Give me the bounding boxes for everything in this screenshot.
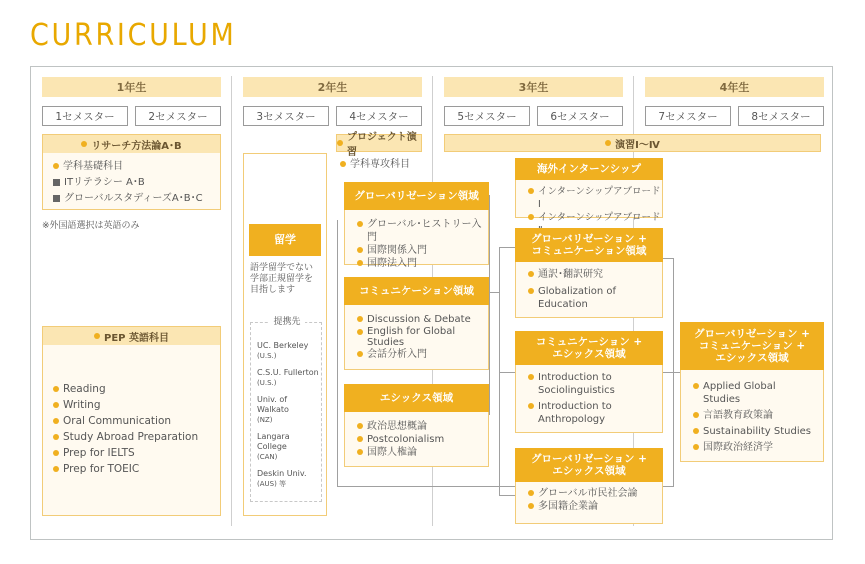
bullet-icon — [693, 383, 699, 389]
bullet-icon — [94, 333, 100, 339]
bullet-icon — [357, 260, 363, 266]
communication-module — [344, 305, 489, 370]
column-divider — [231, 76, 232, 526]
bullet-icon — [528, 214, 534, 220]
study-abroad-desc — [250, 263, 326, 296]
bullet-icon — [528, 490, 534, 496]
connector-line — [663, 258, 673, 259]
connector-line — [499, 247, 515, 248]
connector-line — [663, 372, 680, 373]
semester-5: 5セメスター — [444, 106, 530, 126]
list-item — [357, 257, 488, 270]
semester-8: 8セメスター — [738, 106, 824, 126]
connector-line — [499, 247, 500, 495]
item-label: 通訳･翻訳研究 — [538, 269, 603, 280]
list-item — [357, 420, 488, 433]
partner-name: Deskin Univ. — [257, 469, 307, 478]
item-label: Sustainability Studies — [703, 426, 811, 437]
partner-country: (NZ) — [257, 416, 273, 424]
desc-line: 目指します — [250, 285, 296, 295]
bullet-icon — [337, 140, 343, 146]
seminar-title: 演習Ⅰ〜Ⅳ — [615, 139, 660, 151]
item-label: 会話分析入門 — [367, 349, 427, 360]
list-item — [528, 400, 648, 426]
semester-2: 2セメスター — [135, 106, 221, 126]
item-label: Prep for TOEIC — [63, 463, 140, 475]
list-item — [528, 371, 648, 397]
item-label: Discussion & Debate — [367, 314, 471, 325]
list-item — [53, 192, 220, 205]
communication-module-header: コミュニケーション領域 — [344, 277, 489, 305]
page-title: CURRICULUM — [30, 18, 237, 53]
square-bullet-icon — [53, 195, 60, 202]
year-header-3: 3年生 — [444, 77, 623, 97]
item-label: Introduction to Sociolinguistics — [538, 372, 615, 396]
partner-country: (U.S.) — [257, 379, 277, 387]
major-subjects-label — [340, 158, 410, 171]
comm-ethics-module-header: コミュニケーション + エシックス領域 — [515, 331, 663, 365]
globalization-module — [344, 210, 489, 269]
item-label: Introduction to Anthropology — [538, 401, 612, 425]
list-item — [528, 487, 662, 500]
item-label: インターンシップアブロード — [538, 212, 661, 223]
semester-7: 7セメスター — [645, 106, 731, 126]
item-label: Writing — [63, 399, 101, 411]
connector-line — [337, 486, 515, 487]
item-label: グローバル市民社会論 — [538, 488, 638, 499]
item-label: 国際政治経済学 — [703, 442, 773, 453]
list-item — [53, 399, 220, 412]
pep-title: PEP 英語科目 — [104, 332, 169, 344]
year-header-1: 1年生 — [42, 77, 221, 97]
list-item — [357, 348, 488, 361]
year-header-4: 4年生 — [645, 77, 824, 97]
partner-name: C.S.U. Fullerton — [257, 368, 319, 377]
partner-item — [257, 395, 325, 425]
comm-ethics-module — [515, 365, 663, 433]
bullet-icon — [693, 412, 699, 418]
list-item — [528, 185, 662, 211]
pep-header — [43, 327, 220, 345]
glob-comm-module — [515, 262, 663, 318]
item-label: 学科基礎科目 — [63, 161, 123, 172]
glob-comm-module-header: グローバリゼーション + コミュニケーション領域 — [515, 228, 663, 262]
bullet-icon — [53, 418, 59, 424]
item-label: Prep for IELTS — [63, 447, 135, 459]
list-item — [53, 160, 220, 173]
item-label: グローバル･ヒストリー入門 — [367, 219, 482, 243]
glob-comm-ethics-module — [680, 370, 824, 462]
list-item — [357, 244, 488, 257]
ethics-module — [344, 412, 489, 467]
bullet-icon — [528, 503, 534, 509]
bullet-icon — [357, 329, 363, 335]
list-item — [528, 500, 662, 513]
item-label: Reading — [63, 383, 106, 395]
list-item — [53, 463, 220, 476]
item-label: Globalization of Education — [538, 286, 617, 310]
research-methods-box — [42, 134, 221, 210]
bullet-icon — [357, 436, 363, 442]
connector-line — [489, 292, 499, 293]
partner-name: Langara — [257, 432, 290, 441]
research-methods-title: リサーチ方法論A･B — [91, 140, 182, 152]
item-label: 国際関係入門 — [367, 245, 427, 256]
internship-module — [515, 180, 663, 223]
partners-label: 提携先 — [269, 317, 305, 328]
item-label: Applied Global Studies — [703, 381, 776, 405]
square-bullet-icon — [53, 179, 60, 186]
partner-name: UC. Berkeley — [257, 341, 309, 350]
list-item — [693, 441, 823, 454]
partner-country: (U.S.) — [257, 352, 277, 360]
seminar-box — [444, 134, 821, 152]
bullet-icon — [693, 444, 699, 450]
item-label: Postcolonialism — [367, 434, 445, 445]
bullet-icon — [693, 428, 699, 434]
bullet-icon — [357, 316, 363, 322]
partner-item — [257, 432, 325, 462]
bullet-icon — [53, 466, 59, 472]
list-item — [53, 431, 220, 444]
item-label: English for Global Studies — [367, 326, 456, 348]
desc-line: 学部正規留学を — [250, 274, 314, 284]
item-label: グローバルスタディーズA･B･C — [64, 193, 203, 204]
bullet-icon — [53, 402, 59, 408]
item-label: ITリテラシー A･B — [64, 177, 145, 188]
list-item — [693, 409, 823, 422]
bullet-icon — [357, 221, 363, 227]
item-label: インターンシップアブロードⅠ — [538, 186, 661, 210]
bullet-icon — [605, 140, 611, 146]
bullet-icon — [357, 351, 363, 357]
list-item — [357, 433, 488, 446]
project-seminar-box — [336, 132, 422, 158]
bullet-icon — [357, 247, 363, 253]
item-label: 政治思想概論 — [367, 421, 427, 432]
bullet-icon — [340, 161, 346, 167]
bullet-icon — [53, 450, 59, 456]
list-item — [357, 313, 488, 326]
bullet-icon — [53, 163, 59, 169]
study-abroad-header: 留学 — [249, 224, 321, 256]
bullet-icon — [528, 288, 534, 294]
semester-6: 6セメスター — [537, 106, 623, 126]
semester-4: 4セメスター — [336, 106, 422, 126]
bullet-icon — [528, 271, 534, 277]
list-item — [528, 285, 648, 311]
glob-comm-ethics-module-header: グローバリゼーション + コミュニケーション + エシックス領域 — [680, 322, 824, 370]
item-label: 国際人権論 — [367, 447, 417, 458]
partner-country: (AUS) 等 — [257, 480, 287, 488]
year-header-2: 2年生 — [243, 77, 422, 97]
connector-line — [499, 372, 515, 373]
list-item — [357, 218, 488, 244]
research-methods-header — [43, 135, 220, 153]
bullet-icon — [81, 141, 87, 147]
partners-list — [257, 341, 325, 489]
item-label: 言語教育政策論 — [703, 410, 773, 421]
partner-item — [257, 469, 325, 489]
pep-box — [42, 326, 221, 516]
bullet-icon — [53, 386, 59, 392]
semester-3: 3セメスター — [243, 106, 329, 126]
ethics-module-header: エシックス領域 — [344, 384, 489, 412]
bullet-icon — [53, 434, 59, 440]
item-label: Study Abroad Preparation — [63, 431, 199, 443]
partner-name: Univ. of — [257, 395, 288, 404]
globalization-module-header: グローバリゼーション領域 — [344, 182, 489, 210]
list-item — [53, 383, 220, 396]
connector-line — [673, 258, 674, 487]
major-subjects-text: 学科専攻科目 — [350, 159, 410, 170]
partner-item — [257, 341, 325, 361]
language-note: ※外国語選択は英語のみ — [42, 221, 140, 231]
connector-line — [489, 195, 490, 415]
connector-line — [337, 220, 338, 486]
connector-line — [663, 486, 673, 487]
partner-name: College — [257, 442, 287, 451]
glob-ethics-module — [515, 482, 663, 524]
list-item — [528, 268, 662, 281]
list-item — [53, 415, 220, 428]
list-item — [53, 176, 220, 189]
list-item — [357, 446, 488, 459]
item-label: 多国籍企業論 — [538, 501, 598, 512]
partner-name: Walkato — [257, 405, 289, 414]
bullet-icon — [357, 449, 363, 455]
bullet-icon — [528, 403, 534, 409]
list-item — [693, 425, 823, 438]
desc-line: 語学留学でない — [250, 263, 314, 273]
glob-ethics-module-header: グローバリゼーション + エシックス領域 — [515, 448, 663, 482]
internship-module-header: 海外インターンシップ — [515, 158, 663, 180]
connector-line — [499, 495, 515, 496]
list-item — [357, 326, 488, 348]
semester-1: 1セメスター — [42, 106, 128, 126]
list-item — [53, 447, 220, 460]
project-seminar-title: プロジェクト演習 — [347, 132, 417, 158]
list-item — [693, 380, 793, 406]
bullet-icon — [528, 188, 534, 194]
partner-item — [257, 368, 325, 388]
item-label: Oral Communication — [63, 415, 172, 427]
partner-country: (CAN) — [257, 453, 278, 461]
bullet-icon — [357, 423, 363, 429]
item-label: 国際法入門 — [367, 258, 417, 269]
bullet-icon — [528, 374, 534, 380]
